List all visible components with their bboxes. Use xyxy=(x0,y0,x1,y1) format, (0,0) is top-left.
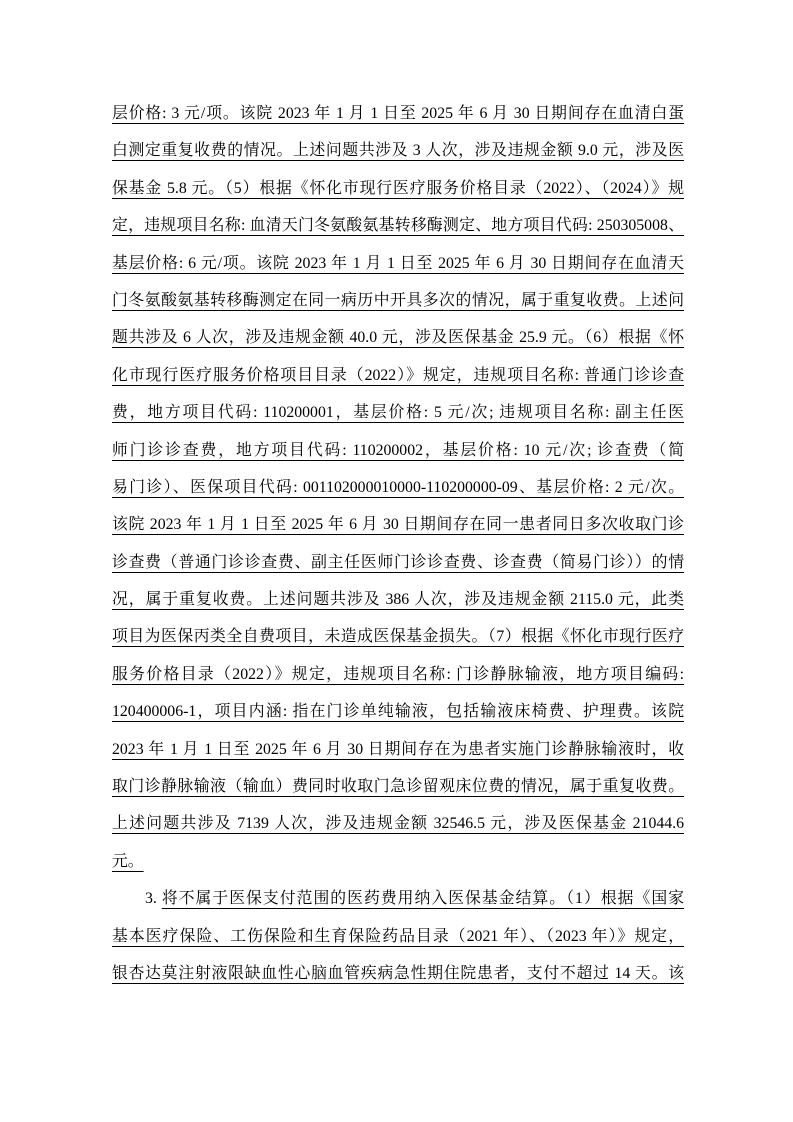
underlined-text-segment: 况，属于重复收费。上述问题共涉及 386 人次，涉及违规金额 2115.0 元，此类 xyxy=(112,591,684,609)
text-line xyxy=(112,170,684,207)
text-line xyxy=(112,357,684,394)
underlined-text-segment: 白测定重复收费的情况。上述问题共涉及 3 人次，涉及违规金额 9.0 元，涉及医 xyxy=(112,142,684,160)
text-line xyxy=(112,656,684,693)
underlined-text-segment: 定，违规项目名称: 血清天门冬氨酸氨基转移酶测定、地方项目代码: 250305008、 xyxy=(112,217,684,235)
underlined-text-segment: 诊查费（普通门诊诊查费、副主任医师门诊诊查费、诊查费（简易门诊））的情 xyxy=(112,553,684,571)
text-line xyxy=(112,731,684,768)
text-line xyxy=(112,132,684,169)
text-line xyxy=(112,955,684,992)
underlined-text-segment: 门冬氨酸氨基转移酶测定在同一病历中开具多次的情况，属于重复收费。上述问 xyxy=(112,291,684,309)
underlined-text-segment: 保基金 5.8 元。（5）根据《怀化市现行医疗服务价格目录（2022）、（2024）》规 xyxy=(112,179,684,197)
text-line xyxy=(112,581,684,618)
text-line xyxy=(112,469,684,506)
text-line xyxy=(112,207,684,244)
text-line xyxy=(112,618,684,655)
text-line xyxy=(112,506,684,543)
underlined-text-segment: 易门诊）、医保项目代码: 001102000010000-110200000-09、基层价格: 2 元/次。 xyxy=(112,478,684,496)
underlined-text-segment: 将不属于医保支付范围的医药费用纳入医保基金结算。（1）根据《国家 xyxy=(161,890,684,908)
text-line xyxy=(112,544,684,581)
text-line xyxy=(112,768,684,805)
underlined-text-segment: 师门诊诊查费，地方项目代码: 110200002，基层价格: 10 元/次; 诊查费（简 xyxy=(112,441,684,459)
text-line xyxy=(112,95,684,132)
underlined-text-segment: 服务价格目录（2022）》规定，违规项目名称: 门诊静脉输液，地方项目编码: xyxy=(112,665,684,683)
text-line xyxy=(112,432,684,469)
underlined-text-segment: 化市现行医疗服务价格项目目录（2022）》规定，违规项目名称: 普通门诊诊查 xyxy=(112,366,684,384)
text-line xyxy=(112,805,684,842)
text-line xyxy=(112,394,684,431)
text-line xyxy=(112,245,684,282)
text-block xyxy=(112,95,684,992)
underlined-text-segment: 120400006-1，项目内涵: 指在门诊单纯输液，包括输液床椅费、护理费。该院 xyxy=(112,703,684,721)
underlined-text-segment: 项目为医保丙类全自费项目，未造成医保基金损失。（7）根据《怀化市现行医疗 xyxy=(112,628,684,646)
text-line xyxy=(112,880,684,917)
underlined-text-segment: 元。 xyxy=(112,852,144,870)
text-line xyxy=(112,918,684,955)
plain-text-segment: 3. xyxy=(145,890,162,908)
underlined-text-segment: 该院 2023 年 1 月 1 日至 2025 年 6 月 30 日期间存在同一患者同日多次收取门诊 xyxy=(112,516,684,534)
underlined-text-segment: 层价格: 3 元/项。该院 2023 年 1 月 1 日至 2025 年 6 月 30 日期间存在血清白蛋 xyxy=(112,105,684,122)
text-line xyxy=(112,319,684,356)
underlined-text-segment: 基层价格: 6 元/项。该院 2023 年 1 月 1 日至 2025 年 6 月 30 日期间存在血清天 xyxy=(112,254,684,272)
text-line xyxy=(112,843,684,880)
text-line xyxy=(112,282,684,319)
underlined-text-segment: 基本医疗保险、工伤保险和生育保险药品目录（2021 年）、（2023 年）》规定， xyxy=(112,927,684,945)
underlined-text-segment: 上述问题共涉及 7139 人次，涉及违规金额 32546.5 元，涉及医保基金 21044.6 xyxy=(112,815,684,833)
underlined-text-segment: 题共涉及 6 人次，涉及违规金额 40.0 元，涉及医保基金 25.9 元。（6）根据《怀 xyxy=(112,329,684,347)
underlined-text-segment: 费，地方项目代码: 110200001，基层价格: 5 元/次; 违规项目名称: 副主任医 xyxy=(112,404,684,422)
underlined-text-segment: 银杏达莫注射液限缺血性心脑血管疾病急性期住院患者，支付不超过 14 天。该 xyxy=(112,964,684,982)
underlined-text-segment: 取门诊静脉输液（输血）费同时收取门急诊留观床位费的情况，属于重复收费。 xyxy=(112,778,684,796)
underlined-text-segment: 2023 年 1 月 1 日至 2025 年 6 月 30 日期间存在为患者实施门诊静脉输液时，收 xyxy=(112,740,684,758)
text-line xyxy=(112,693,684,730)
